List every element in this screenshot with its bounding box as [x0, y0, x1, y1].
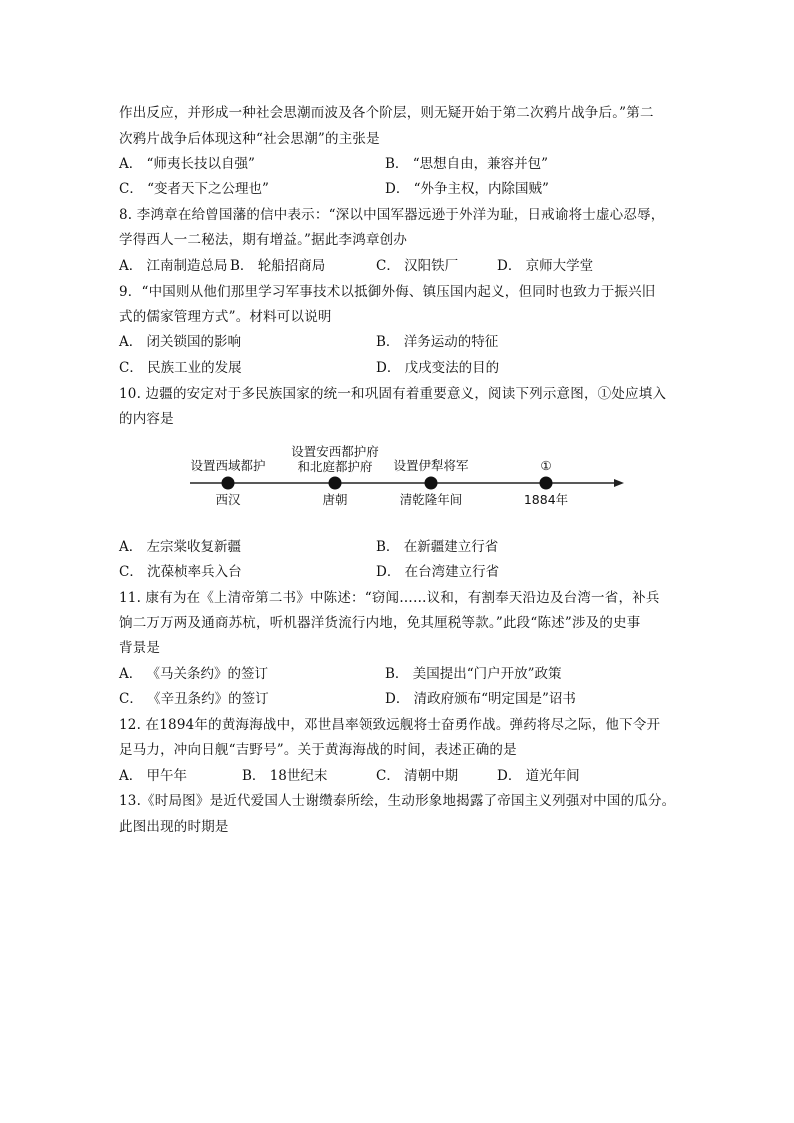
q9-option-b[interactable]: B． 洋务运动的特征 [376, 334, 499, 350]
q7-option-a[interactable]: A． “师夷长技以自强” [119, 156, 255, 172]
q7-option-b[interactable]: B． “思想自由，兼容并包” [385, 156, 549, 172]
q11-stem-line1: 11. 康有为在《上清帝第二书》中陈述：“窃闻……议和，有割奉天沿边及台湾一省，补兵 [119, 590, 660, 606]
q13-stem-line1: 13.《时局图》是近代爱国人士谢缵泰所绘，生动形象地揭露了帝国主义列强对中国的瓜分。 [119, 793, 676, 809]
q9-option-a[interactable]: A． 闭关锁国的影响 [119, 334, 242, 350]
q11-stem-line2: 饷二万万两及通商苏杭，听机器洋货流行内地，免其厘税等款。”此段“陈述”涉及的史事 [119, 615, 641, 631]
q8-stem-line1: 8. 李鸿章在给曾国藩的信中表示：“深以中国军器远逊于外洋为耻，日戒谕将士虚心忍辱， [119, 207, 665, 223]
timeline-node-4 [540, 477, 553, 490]
q7-stem-line1: 作出反应，并形成一种社会思潮而波及各个阶层，则无疑开始于第二次鸦片战争后。”第二 [119, 105, 654, 121]
q10-option-a[interactable]: A． 左宗棠收复新疆 [119, 539, 242, 555]
timeline-label-top-2a: 设置安西都护府 [291, 444, 379, 459]
q12-option-b[interactable]: B． 18世纪末 [242, 768, 328, 784]
q11-option-d[interactable]: D． 清政府颁布“明定国是”诏书 [385, 691, 576, 707]
timeline-node-1 [222, 477, 235, 490]
q11-option-a[interactable]: A． 《马关条约》的签订 [119, 666, 269, 682]
q10-option-b[interactable]: B． 在新疆建立行省 [376, 539, 499, 555]
q7-option-c[interactable]: C． “变者天下之公理也” [119, 181, 269, 197]
q12-stem-line2: 足马力，冲向日舰“吉野号”。关于黄海海战的时间，表述正确的是 [119, 742, 517, 758]
q12-stem-line1: 12. 在1894年的黄海海战中，邓世昌率领致远舰将士奋勇作战。弹药将尽之际，他下令开 [119, 717, 661, 733]
timeline-arrowhead [614, 479, 624, 487]
q9-option-d[interactable]: D． 戊戌变法的目的 [376, 360, 500, 376]
q10-option-c[interactable]: C． 沈葆桢率兵入台 [119, 564, 242, 580]
q9-stem-line2: 式的儒家管理方式”。材料可以说明 [119, 309, 332, 325]
q9-stem-line1: 9．“中国则从他们那里学习军事技术以抵御外侮、镇压国内起义，但同时也致力于振兴旧 [119, 284, 656, 300]
q7-option-d[interactable]: D． “外争主权，内除国贼” [385, 181, 549, 197]
q12-option-c[interactable]: C． 清朝中期 [376, 768, 459, 784]
timeline-label-top-3: 设置伊犁将军 [393, 458, 469, 473]
timeline-label-top-4: ① [540, 458, 552, 473]
timeline-label-bottom-1: 西汉 [215, 492, 241, 507]
q10-option-d[interactable]: D． 在台湾建立行省 [376, 564, 500, 580]
q10-stem-line1: 10. 边疆的安定对于多民族国家的统一和巩固有着重要意义，阅读下列示意图，①处应填入 [119, 386, 667, 402]
timeline-node-2 [329, 477, 342, 490]
timeline-diagram [186, 444, 626, 514]
timeline-node-3 [425, 477, 438, 490]
q8-option-d[interactable]: D． 京师大学堂 [497, 258, 594, 274]
q7-stem-line2: 次鸦片战争后体现这种“社会思潮”的主张是 [119, 131, 380, 147]
q8-stem-line2: 学得西人一二秘法，期有增益。”据此李鸿章创办 [119, 232, 408, 248]
timeline-label-top-2b: 和北庭都护府 [297, 459, 373, 474]
timeline-label-bottom-3: 清乾隆年间 [399, 492, 463, 507]
q11-option-c[interactable]: C． 《辛丑条约》的签订 [119, 691, 269, 707]
q8-option-c[interactable]: C． 汉阳铁厂 [376, 258, 459, 274]
q11-option-b[interactable]: B． 美国提出“门户开放”政策 [385, 666, 562, 682]
q12-option-d[interactable]: D． 道光年间 [497, 768, 580, 784]
q8-option-a[interactable]: A． 江南制造总局 [119, 258, 228, 274]
q10-stem-line2: 的内容是 [119, 411, 174, 427]
q11-stem-line3: 背景是 [119, 640, 161, 656]
timeline-label-bottom-4: 1884年 [523, 492, 569, 507]
q8-option-b[interactable]: B． 轮船招商局 [230, 258, 326, 274]
q9-option-c[interactable]: C． 民族工业的发展 [119, 360, 242, 376]
q12-option-a[interactable]: A． 甲午年 [119, 768, 188, 784]
timeline-label-bottom-2: 唐朝 [322, 492, 348, 507]
q13-stem-line2: 此图出现的时期是 [119, 819, 229, 835]
timeline-label-top-1: 设置西域都护 [190, 458, 266, 473]
